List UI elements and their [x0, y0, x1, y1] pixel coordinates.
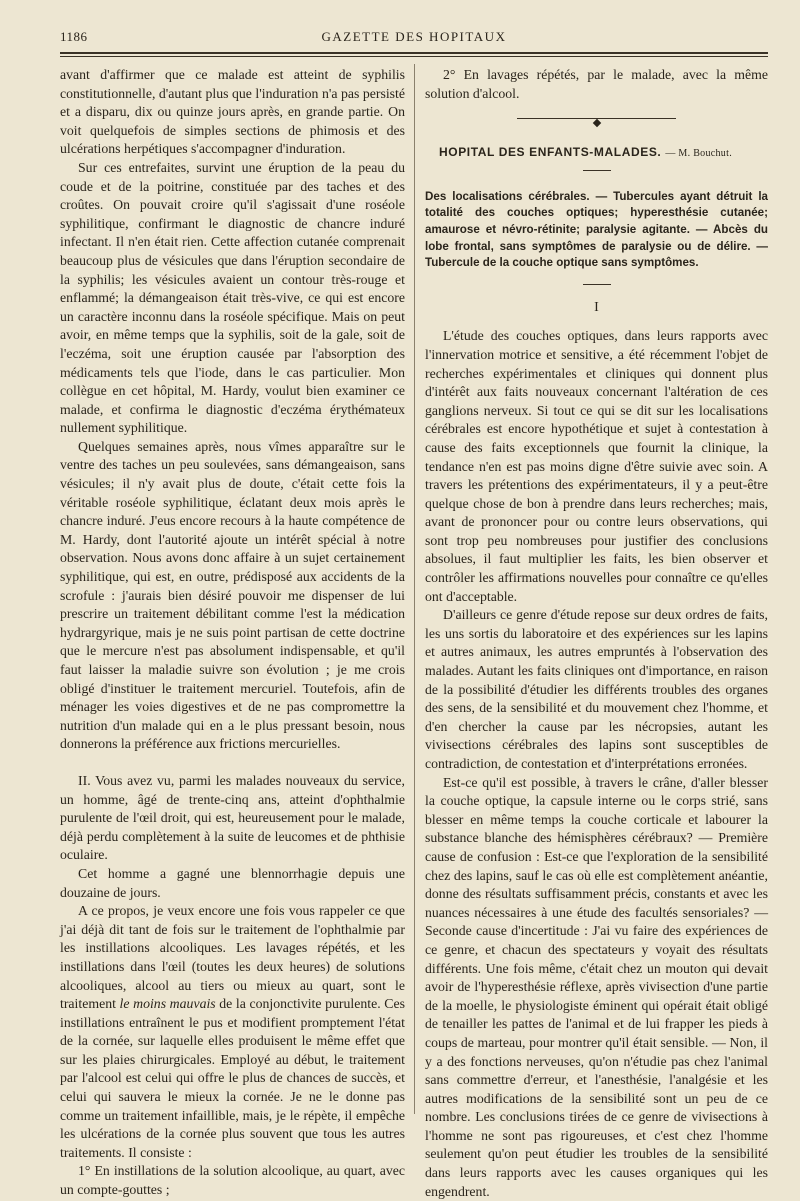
- column-divider: [414, 64, 415, 1114]
- paragraph: [60, 902, 405, 1162]
- paragraph: II. Vous avez vu, parmi les malades nouveaux du service, un homme, âgé de trente-cinq ans, atteint d'ophthalmie purulente de l'œil droit, qui est, heureusement pour le malade, déjà perdu complètement à la suite de leucomes et de phthisie oculaire.: [60, 772, 405, 863]
- article-summary: Des localisations cérébrales. — Tubercules ayant détruit la totalité des couches optiques; hyperesthésie cutanée; amaurose et névro-rétinite; paralysie agitante. — Abcès du lobe frontal, sans symptômes de paralysie ou de délire. — Tubercule de la couche optique sans symptômes.: [425, 189, 768, 270]
- header-rule-thin: [60, 56, 768, 57]
- page-number: 1186: [60, 29, 88, 44]
- section-number: I: [594, 299, 599, 315]
- paragraph: 1° En instillations de la solution alcoolique, au quart, avec un compte-gouttes ;: [60, 1163, 405, 1198]
- left-column: [60, 66, 405, 1198]
- journal-title: GAZETTE DES HOPITAUX: [321, 29, 507, 44]
- section-heading: [425, 143, 768, 164]
- italic-text: le moins mauvais: [119, 996, 216, 1012]
- paragraph: 2° En lavages répétés, par le malade, avec la même solution d'alcool.: [425, 67, 768, 101]
- paragraph: D'ailleurs ce genre d'étude repose sur deux ordres de faits, les uns sortis du laboratoire et des expériences sur les lapins et autres animaux, les autres empruntés à l'observation des malades. Autant les faits cliniques ont d'importance, en raison de la possibilité d'étudier les différents troubles des organes des sens, de la sensibilité et du mouvement chez l'homme, et d'en chercher la cause par les nécropsies, autant les vivisections cérébrales des lapins sont susceptibles de contradiction, de contestation et d'interprétations erronées.: [425, 607, 768, 771]
- paragraph: Quelques semaines après, nous vîmes apparaître sur le ventre des taches un peu soulevées, sans démangeaison, sans vésicules; il n'y avait plus de doute, c'était cette fois la véritable roséole syphilitique, éclatant deux mois après le chancre induré. J'eus encore recours à la haute compétence de M. Hardy, dont l'autorité ajoute un intérêt spécial à notre observation. Nous avons donc affaire à un sujet certainement syphilitique, qui est, en outre, prédisposé aux accidents de la scrofule : j'aurais bien désiré pouvoir me dispenser de lui prescrire un traitement débilitant comme l'est la médication hydrargyrique, mais je ne suis point partisan de cette doctrine que le mercure n'est pas absolument indispensable, et qu'il faut laisser la maladie suivre son évolution ; je me crois obligé d'instituer le traitement mercuriel. Toutefois, afin de ménager les voies digestives et de ne pas compromettre la nutrition d'un malade qui en a le plus pressant besoin, nous donnerons la préférence aux frictions mercurielles.: [60, 438, 405, 752]
- short-rule: [583, 170, 611, 171]
- paragraph: L'étude des couches optiques, dans leurs rapports avec l'innervation motrice et sensitive, a été récemment l'objet de recherches expérimentales et cliniques qui donnent plus d'intérêt aux faits nouveaux concernant l'altération de ces ganglions nerveux. Si tout ce qui se dit sur les localisations cérébrales est encore hypothétique et sujet à contestation à cause des faits exceptionnels que fournit la clinique, la tendance n'en est pas moins digne d'être suivie avec soin. A travers les prétentions des expérimentateurs, il y a peut-être quelque chose de bon à prendre dans leurs recherches; mais, avant de prononcer pour ou contre leurs observations, qui sont trop peu nombreuses pour justifier des conclusions absolues, il faut multiplier les faits, les bien observer et contrôler les affirmations nouvelles pour connaître ce qu'elles ont d'acceptable.: [425, 328, 768, 604]
- diamond-ornament-icon: [592, 119, 600, 127]
- right-column: [425, 66, 768, 1199]
- short-rule: [583, 284, 611, 285]
- paragraph: Cet homme a gagné une blennorrhagie depuis une douzaine de jours.: [60, 865, 405, 900]
- hospital-name: HOPITAL DES ENFANTS-MALADES.: [439, 145, 662, 160]
- header-rule-thick: [60, 52, 768, 54]
- page-header: [60, 26, 768, 48]
- paragraph: avant d'affirmer que ce malade est atteint de syphilis constitutionnelle, d'autant plus que l'induration n'a pas persisté et a disparu, dix ou quinze jours après, en grande partie. On voit quelquefois de simples sections de phimosis et des ulcérations herpétiques s'accompagner d'induration.: [60, 67, 405, 157]
- text-run: A ce propos, je veux encore une fois vous rappeler ce que j'ai déjà dit tant de fois sur le traitement de l'ophthalmie par les instillations alcooliques. Les lavages répétés, et les instillations dans l'œil (toutes les deux heures) de solutions alcooliques, alcool au tiers ou mieux au quart, sont le traitement: [60, 903, 405, 1012]
- ornamental-divider: [425, 111, 768, 125]
- text-run: de la conjonctivite purulente. Ces instillations entraînent le pus et modifient promptement l'état de la cornée, sur laquelle elles produisent le même effet que sur les plaies chirurgicales. Employé au début, le traitement par l'alcool est celui qui offre le plus de chances de succès, et celui qui sauvera le mieux la cornée. Je ne le donne pas comme un traitement infaillible, mais, je le répète, il empêche les ulcérations de la cornée plus souvent que tous les autres traitements. Il consiste :: [60, 996, 405, 1160]
- paragraph: Sur ces entrefaites, survint une éruption de la peau du coude et de la poitrine, constituée par des taches et des croûtes. On pouvait croire qu'il s'agissait d'une roséole syphilitique, confirmant le diagnostic de chancre induré infectant. Il n'en était rien. Cette affection cutanée comprenait beaucoup plus de vésicules que dans l'éruption secondaire de la syphilis; les vésicules avaient un contour très-rouge et enflammé; la démangeaison était très-vive, ce qui est encore un caractère inconnu dans la roséole spécifique. Mais on peut avoir, en même temps que la syphilis, soit de la gale, soit de l'eczéma, soit une éruption causée par l'absorption des médicaments tels que l'iode, dans le cas particulier. Mon collègue en cet hôpital, M. Hardy, voulut bien examiner ce malade, et confirma le diagnostic d'eczéma érythémateux nullement syphilitique.: [60, 159, 405, 436]
- paragraph: Est-ce qu'il est possible, à travers le crâne, d'aller blesser la couche optique, la capsule interne ou le corps strié, sans blesser en même temps la couche corticale et labourer la substance blanche des hémisphères cérébraux? — Première cause de confusion : Est-ce que l'exploration de la sensibilité chez des lapins, sauf le cas où elle est complètement anéantie, donne des résultats suffisamment précis, constants et avec les nuances nécessaires à une étude des facultés sensoriales? — Seconde cause d'incertitude : J'ai vu faire des expériences de ce genre, et chacun des spectateurs y voyait des résultats différents. Une fois même, c'était chez un mouton qui devait avoir de l'hyperesthésie réflexe, après vivisection d'une partie de la moelle, le physiologiste éminent qui opérait était obligé de tenailler les pattes de l'animal et de lui frapper les pieds à coups de marteau, pour montrer qu'il était sensible. — Non, il y a des fonctions nerveuses, qu'on n'étudie pas chez l'animal sans commettre d'erreur, et l'anesthésie, l'analgésie et les autres modifications de la sensibilité sont un peu de ce nombre. Les conclusions tirées de ce genre de vivisections à l'homme ne sont pas rigoureuses, et c'est chez l'homme seulement qu'on peut étudier les troubles de la sensibilité dans leurs rapports avec les causes organiques qui les engendrent.: [425, 774, 768, 1199]
- author-name: — M. Bouchut.: [665, 148, 732, 160]
